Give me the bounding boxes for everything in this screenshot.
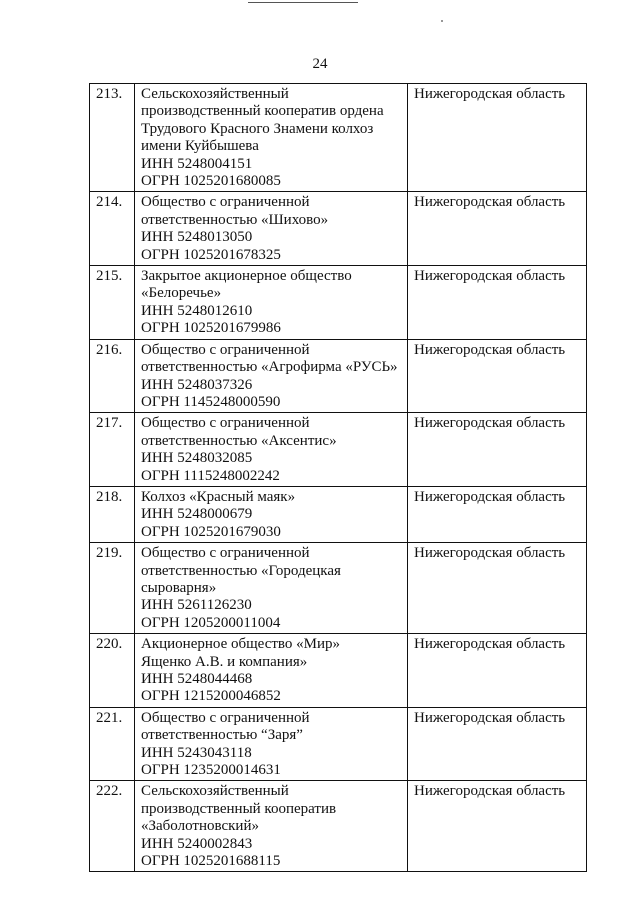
organization-name-line: «Заболотновский» (141, 818, 259, 835)
organization-name-line: Закрытое акционерное общество (141, 268, 352, 285)
inn-number: ИНН 5240002843 (141, 835, 253, 852)
region-cell: Нижегородская область (408, 413, 587, 487)
table-row (90, 543, 587, 634)
table-body (90, 84, 587, 872)
organization-name-line: Ященко А.В. и компания» (141, 653, 308, 670)
organization-name-line: производственный кооператив (141, 800, 337, 817)
row-number: 222. (90, 781, 135, 872)
inn-number: ИНН 5248012610 (141, 302, 253, 319)
organization-name-line: производственный кооператив ордена (141, 103, 384, 120)
inn-number: ИНН 5248037326 (141, 376, 253, 393)
row-number: 215. (90, 266, 135, 340)
row-number: 217. (90, 413, 135, 487)
table-row (90, 339, 587, 413)
organization-name-line: «Белоречье» (141, 285, 222, 302)
region-cell: Нижегородская область (408, 486, 587, 542)
organization-name-line: Общество с ограниченной (141, 341, 310, 358)
organization-cell (135, 413, 408, 487)
organization-name-line: Трудового Красного Знамени колхоз (141, 120, 374, 137)
organization-cell (135, 781, 408, 872)
region-cell: Нижегородская область (408, 543, 587, 634)
ogrn-number: ОГРН 1025201688115 (141, 853, 281, 870)
organization-name-line: ответственностью «Аксентис» (141, 432, 337, 449)
row-number: 218. (90, 486, 135, 542)
ogrn-number: ОГРН 1025201679986 (141, 320, 281, 337)
organization-cell (135, 486, 408, 542)
ogrn-number: ОГРН 1145248000590 (141, 393, 281, 410)
row-number: 221. (90, 707, 135, 781)
inn-number: ИНН 5248032085 (141, 450, 253, 467)
table-row (90, 781, 587, 872)
row-number: 220. (90, 634, 135, 708)
table-row (90, 84, 587, 192)
organization-cell (135, 84, 408, 192)
region-cell: Нижегородская область (408, 266, 587, 340)
organization-cell (135, 266, 408, 340)
ogrn-number: ОГРН 1235200014631 (141, 762, 281, 779)
region-cell: Нижегородская область (408, 84, 587, 192)
region-cell: Нижегородская область (408, 707, 587, 781)
organization-name-line: Общество с ограниченной (141, 709, 310, 726)
ogrn-number: ОГРН 1215200046852 (141, 688, 281, 705)
inn-number: ИНН 5261126230 (141, 597, 252, 614)
inn-number: ИНН 5248044468 (141, 671, 253, 687)
ogrn-number: ОГРН 1025201678325 (141, 246, 281, 263)
table-row (90, 634, 587, 708)
table-row (90, 707, 587, 781)
table-row (90, 266, 587, 340)
table-row (90, 192, 587, 266)
organizations-table (89, 83, 587, 872)
region-cell: Нижегородская область (408, 634, 587, 708)
inn-number: ИНН 5243043118 (141, 744, 252, 761)
scan-speck (441, 20, 443, 22)
ogrn-number: ОГРН 1205200011004 (141, 614, 281, 631)
row-number: 219. (90, 543, 135, 634)
organization-cell (135, 543, 408, 634)
organization-cell (135, 707, 408, 781)
organization-cell (135, 634, 408, 708)
row-number: 214. (90, 192, 135, 266)
region-cell: Нижегородская область (408, 192, 587, 266)
organization-name-line: Общество с ограниченной (141, 194, 310, 211)
row-number: 213. (90, 84, 135, 192)
organization-name-line: ответственностью «Шихово» (141, 211, 329, 228)
table-row (90, 486, 587, 542)
organization-name-line: Сельскохозяйственный (141, 86, 289, 102)
region-cell: Нижегородская область (408, 781, 587, 872)
inn-number: ИНН 5248000679 (141, 506, 253, 523)
organization-name-line: ответственностью “Заря” (141, 727, 303, 744)
organization-cell (135, 339, 408, 413)
organization-name-line: Сельскохозяйственный (141, 783, 289, 800)
organization-name-line: ответственностью «Городецкая (141, 562, 341, 579)
organization-name-line: сыроварня» (141, 579, 217, 596)
organization-cell (135, 192, 408, 266)
ogrn-number: ОГРН 1115248002242 (141, 467, 280, 484)
ogrn-number: ОГРН 1025201679030 (141, 523, 281, 540)
page-number: 24 (312, 56, 328, 72)
organization-name-line: Общество с ограниченной (141, 415, 310, 432)
inn-number: ИНН 5248004151 (141, 155, 253, 172)
organization-name-line: Колхоз «Красный маяк» (141, 488, 296, 505)
organization-name-line: Акционерное общество «Мир» (141, 636, 340, 653)
ogrn-number: ОГРН 1025201680085 (141, 173, 281, 190)
organization-name-line: ответственностью «Агрофирма «РУСЬ» (141, 359, 398, 376)
organization-name-line: имени Куйбышева (141, 138, 259, 155)
row-number: 216. (90, 339, 135, 413)
inn-number: ИНН 5248013050 (141, 229, 253, 246)
organization-name-line: Общество с ограниченной (141, 545, 310, 562)
table-row (90, 413, 587, 487)
region-cell: Нижегородская область (408, 339, 587, 413)
top-scan-rule (248, 2, 358, 3)
